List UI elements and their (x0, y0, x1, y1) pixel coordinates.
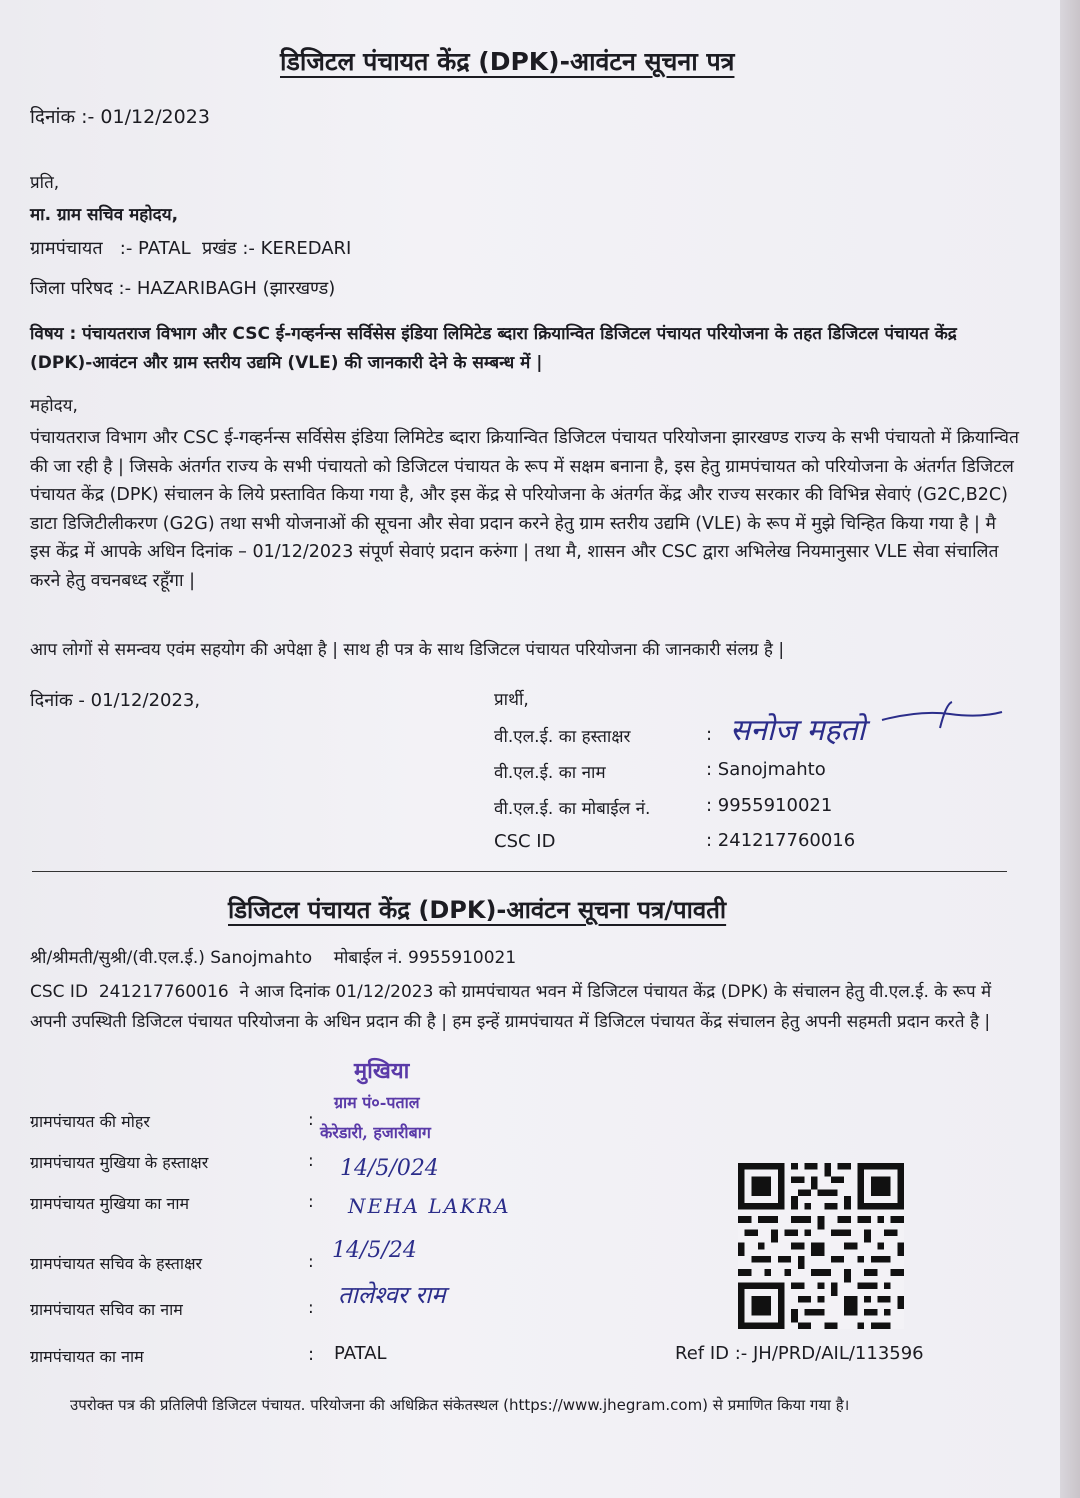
addressee: मा. ग्राम सचिव महोदय, (30, 205, 179, 225)
seal-colon: : (308, 1110, 314, 1130)
mukhiya-signature-date: 14/5/024 (340, 1156, 439, 1181)
footer-note: उपरोक्त पत्र की प्रतिलिपी डिजिटल पंचायत. परियोजना की अधिक्रित संकेतस्थल (https://www.jhegram.com) से प्रमाणित किया गया है। (70, 1396, 850, 1414)
receipt-title: डिजिटल पंचायत केंद्र (DPK)-आवंटन सूचना पत्र/पावती (228, 896, 727, 924)
gp-name-value: PATAL (334, 1343, 387, 1364)
secretary-sign-label: ग्रामपंचायत सचिव के हस्ताक्षर (30, 1254, 203, 1273)
stamp-gram: ग्राम पं०-पताल (334, 1093, 420, 1112)
document-title: डिजिटल पंचायत केंद्र (DPK)-आवंटन सूचना पत्र (280, 47, 735, 76)
csc-id-label: CSC ID (494, 831, 556, 852)
receipt-paragraph: CSC ID 241217760016 ने आज दिनांक 01/12/2023 को ग्रामपंचायत भवन में डिजिटल पंचायत केंद्र (DPK) के संचालन हेतु वी.एल.ई. के रूप में अपनी उपस्थिती डिजिटल पंचायत परियोजना के अधिन प्रदान की है | हम इन्हें ग्रामपंचायत में डिजिटल पंचायत केंद्र संचालन हेतु अपनी सहमती प्रदान करते है | (30, 982, 997, 1032)
csc-id-value: : 241217760016 (706, 830, 856, 851)
cooperation-line: आप लोगों से समन्वय एवंम सहयोग की अपेक्षा है | साथ ही पत्र के साथ डिजिटल पंचायत परियोजना की जानकारी संलग्र है | (30, 640, 785, 660)
stamp-title: मुखिया (354, 1058, 410, 1084)
ref-id: Ref ID :- JH/PRD/AIL/113596 (675, 1343, 924, 1364)
vle-mobile-label: वी.एल.ई. का मोबाईल नं. (494, 799, 651, 819)
vle-name-label: वी.एल.ई. का नाम (494, 763, 606, 783)
qr-code-icon (738, 1163, 904, 1329)
mukhiya-sign-label: ग्रामपंचायत मुखिया के हस्ताक्षर (30, 1153, 209, 1172)
mukhiya-handwritten-name: NEHA LAKRA (348, 1194, 511, 1218)
mukhiya-name-colon: : (308, 1192, 314, 1212)
secretary-handwritten-name: तालेश्वर राम (338, 1281, 446, 1309)
mukhiya-name-label: ग्रामपंचायत मुखिया का नाम (30, 1194, 190, 1213)
gram-panchayat-line: ग्रामपंचायत :- PATAL प्रखंड :- KEREDARI (30, 238, 352, 259)
vle-name-value: : Sanojmahto (706, 759, 826, 780)
stamp-location: केरेडारी, हजारीबाग (320, 1123, 431, 1142)
vle-signature: सनोज महतो (730, 713, 866, 748)
date-bottom: दिनांक - 01/12/2023, (30, 690, 201, 711)
vle-signature-colon: : (706, 724, 713, 745)
gp-name-label: ग्रामपंचायत का नाम (30, 1347, 144, 1366)
salutation: महोदय, (30, 396, 78, 416)
applicant-label: प्रार्थी, (494, 690, 529, 710)
subject: विषय : पंचायतराज विभाग और CSC ई-गव्हर्नन्स सर्विसेस इंडिया लिमिटेड ब्दारा क्रियान्वित डिजिटल पंचायत परियोजना के तहत डिजिटल पंचायत केंद्र (DPK)-आवंटन और ग्राम स्तरीय उद्यमि (VLE) की जानकारी देने के सम्बन्ध में | (30, 324, 957, 373)
section-divider (32, 871, 1007, 872)
seal-label: ग्रामपंचायत की मोहर (30, 1112, 150, 1131)
secretary-name-colon: : (308, 1298, 314, 1318)
receipt-vle-line: श्री/श्रीमती/सुश्री/(वी.एल.ई.) Sanojmahto मोबाईल नं. 9955910021 (30, 948, 517, 968)
body-paragraph: पंचायतराज विभाग और CSC ई-गव्हर्नन्स सर्विसेस इंडिया लिमिटेड ब्दारा क्रियान्वित डिजिटल पंचायत परियोजना झारखण्ड राज्य के सभी पंचायतो में क्रियान्वित की जा रही है | जिसके अंतर्गत राज्य के सभी पंचायतो को डिजिटल पंचायत के रूप में सक्षम बनाना है, इस हेतु ग्रामपंचायत को परियोजना के अंतर्गत डिजिटल पंचायत केंद्र (DPK) संचालन के लिये प्रस्तावित किया गया है, और इस केंद्र से परियोजना के अंतर्गत केंद्र और राज्य सरकार की विभिन्न सेवाएं (G2C,B2C) डाटा डिजिटीलीकरण (G2G) तथा सभी योजनाओं की सूचना और सेवा प्रदान करने हेतु ग्राम स्तरीय उद्यमि (VLE) के रूप में मुझे चिन्हित किया गया है | मै इस केंद्र में आपके अधिन दिनांक – 01/12/2023 संपूर्ण सेवाएं प्रदान करुंगा | तथा मै, शासन और CSC द्वारा अभिलेख नियमानुसार VLE सेवा संचालित करने हेतु वचनबध्द रहूँगा | (30, 428, 1019, 591)
gp-name-colon: : (308, 1344, 315, 1365)
vle-signature-label: वी.एल.ई. का हस्ताक्षर (494, 727, 631, 747)
signature-stroke-icon (880, 700, 1005, 730)
secretary-name-label: ग्रामपंचायत सचिव का नाम (30, 1300, 183, 1319)
district-line: जिला परिषद :- HAZARIBAGH (झारखण्ड) (30, 278, 336, 299)
secretary-sign-colon: : (308, 1252, 314, 1272)
date-line: दिनांक :- 01/12/2023 (30, 106, 210, 128)
to-line: प्रति, (30, 173, 60, 193)
secretary-signature-date: 14/5/24 (332, 1238, 417, 1263)
mukhiya-sign-colon: : (308, 1151, 314, 1171)
page-edge (1060, 0, 1080, 1498)
vle-mobile-value: : 9955910021 (706, 795, 833, 816)
